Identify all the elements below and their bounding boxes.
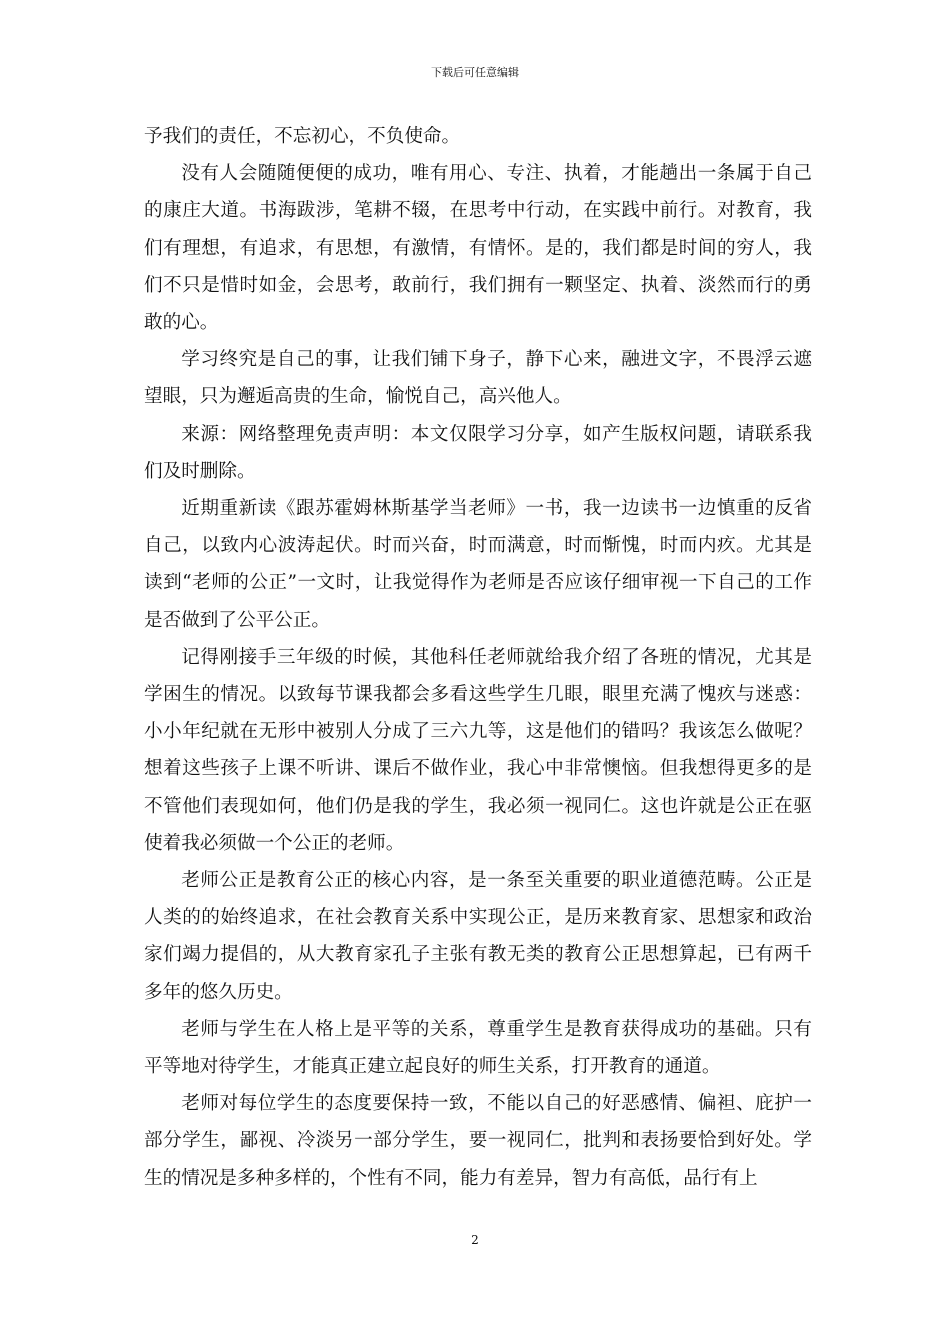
paragraph-4: 来源：网络整理免责声明：本文仅限学习分享，如产生版权问题，请联系我们及时删除。	[144, 423, 812, 482]
paragraph-9: 老师对每位学生的态度要保持一致，不能以自己的好恶感情、偏袒、庇护一部分学生，鄙视、冷淡另一部分学生，要一视同仁，批判和表扬要恰到好处。学生的情况是多种多样的，个性有不同，能力有差异，智力有高低，品行有上	[144, 1093, 812, 1189]
paragraph-5: 近期重新读《跟苏霍姆林斯基学当老师》一书，我一边读书一边慎重的反省自己，以致内心波涛起伏。时而兴奋，时而满意，时而惭愧，时而内疚。尤其是读到“老师的公正”一文时，让我觉得作为老师是否应该仔细审视一下自己的工作是否做到了公平公正。	[144, 498, 812, 631]
page-number: 2	[471, 1233, 479, 1247]
paragraph-7: 老师公正是教育公正的核心内容，是一条至关重要的职业道德范畴。公正是人类的的始终追求，在社会教育关系中实现公正，是历来教育家、思想家和政治家们竭力提倡的，从大教育家孔子主张有教无类的教育公正思想算起，已有两千多年的悠久历史。	[144, 870, 812, 1003]
paragraph-2: 没有人会随随便便的成功，唯有用心、专注、执着，才能趟出一条属于自己的康庄大道。书海跋涉，笔耕不辍，在思考中行动，在实践中前行。对教育，我们有理想，有追求，有思想，有激情，有情怀。是的，我们都是时间的穷人，我们不只是惜时如金，会思考，敢前行，我们拥有一颗坚定、执着、淡然而行的勇敢的心。	[144, 163, 812, 334]
paragraph-6: 记得刚接手三年级的时候，其他科任老师就给我介绍了各班的情况，尤其是学困生的情况。以致每节课我都会多看这些学生几眼，眼里充满了愧疚与迷惑：小小年纪就在无形中被别人分成了三六九等，这是他们的错吗？我该怎么做呢？想着这些孩子上课不听讲、课后不做作业，我心中非常懊恼。但我想得更多的是不管他们表现如何，他们仍是我的学生，我必须一视同仁。这也许就是公正在驱使着我必须做一个公正的老师。	[144, 646, 812, 854]
paragraph-1: 予我们的责任，不忘初心，不负使命。	[144, 126, 461, 147]
paragraph-3: 学习终究是自己的事，让我们铺下身子，静下心来，融进文字，不畏浮云遮望眼，只为邂逅高贵的生命，愉悦自己，高兴他人。	[144, 349, 812, 408]
document-body	[144, 118, 812, 1197]
page-header: 下载后可任意编辑	[431, 66, 519, 79]
paragraph-8: 老师与学生在人格上是平等的关系，尊重学生是教育获得成功的基础。只有平等地对待学生，才能真正建立起良好的师生关系，打开教育的通道。	[144, 1018, 812, 1078]
